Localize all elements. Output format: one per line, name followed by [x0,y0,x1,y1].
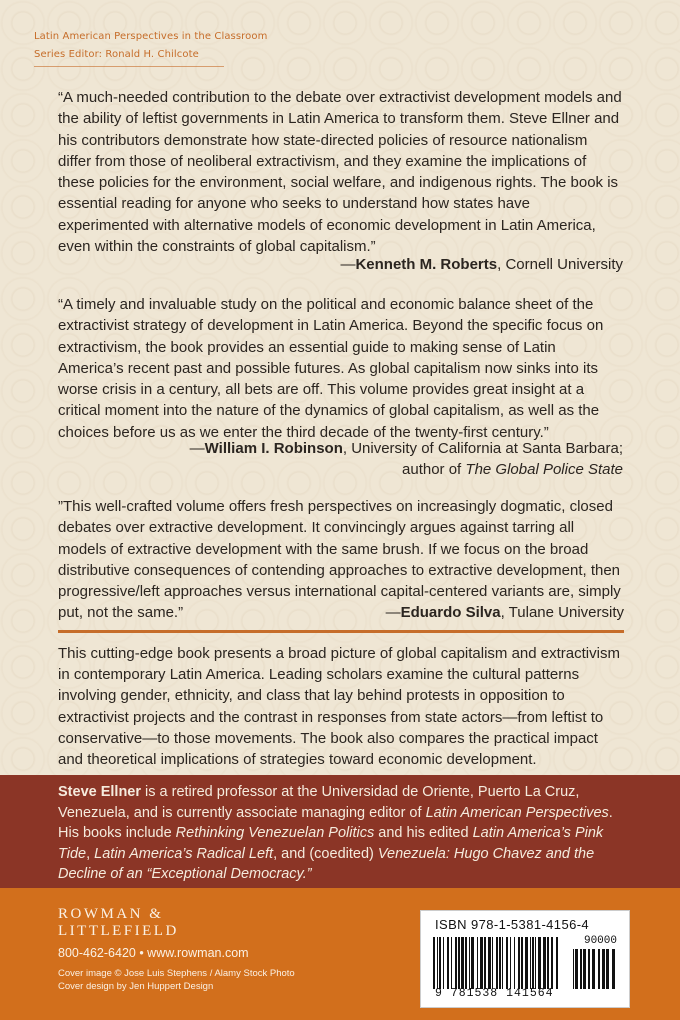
barcode-bar [514,937,515,989]
barcode-bar [455,937,457,989]
section-divider [58,630,624,633]
barcode-bar [461,937,464,989]
attribution-robinson: —William I. Robinson, University of California at Santa Barbara; author of The Global Police State [189,440,623,478]
barcode-bar [477,937,478,989]
barcode-bar [602,949,605,989]
price-code: 90000 [583,935,617,947]
barcode-bar [551,937,553,989]
series-rule [34,66,224,67]
barcode-bar [484,937,486,989]
barcode-bar [488,937,491,989]
endorser-name: Kenneth M. Roberts [355,256,498,273]
barcode-bar [492,937,493,989]
barcode-bar [510,937,511,989]
barcode-bar [535,937,536,989]
barcode-bar [458,937,460,989]
barcode-bar [598,949,600,989]
barcode-bar [471,937,474,989]
author-bio: Steve Ellner is a retired professor at the Universidad de Oriente, Puerto La Cruz, Venezuela, and is currently associate managing editor of Latin American Perspectives. His books include Rethinking Venezuelan Politics and his edited Latin America’s Pink Tide, Latin America’s Radical Left, and (coedited) Venezuela: Hugo Chavez and the Decline of an “Exceptional Democracy.” [58,784,613,883]
endorser-name: William I. Robinson [204,440,343,457]
barcode-bar [580,949,582,989]
barcode-box [420,910,630,1008]
author-name: Steve Ellner [58,784,142,800]
barcode-bar [573,949,574,989]
cover-credits [58,968,295,993]
barcode-bar [538,937,541,989]
endorsement-silva: ”This well-crafted volume offers fresh perspectives on increasingly dogmatic, closed debates over extractive development. It convincingly argues against tarring all models of extractive development with the same brush. If we focus on the broad distributive consequences of contending approaches to extractive development, then progressive/left approaches versus international capital-centered variants are, simply put, not the same.” —Eduardo Silva, Tulane University [58,496,624,624]
barcode-bar [433,937,435,989]
barcode-bar [547,937,549,989]
ean-barcode [433,937,559,989]
barcode-bar [499,937,501,989]
series-editor: Series Editor: Ronald H. Chilcote [34,49,199,60]
barcode-bar [530,937,531,989]
publisher-contact: 800-462-6420 • www.rowman.com [58,946,249,960]
barcode-bar [532,937,534,989]
barcode-bar [502,937,503,989]
design-credit: Cover design by Jen Huppert Design [58,980,214,992]
barcode-bar [556,937,558,989]
series-info [34,28,267,64]
barcode-bar [612,949,615,989]
barcode-bar [469,937,470,989]
attribution-silva: —Eduardo Silva, Tulane University [385,604,624,622]
barcode-bar [521,937,523,989]
barcode-bar [543,937,546,989]
barcode-bar [437,937,438,989]
series-title: Latin American Perspectives in the Classroom [34,31,268,42]
barcode-bar [451,937,452,989]
endorser-name: Eduardo Silva [400,604,501,622]
ean-digits: 9 781538 141564 [435,987,554,1000]
isbn-label: ISBN 978-1-5381-4156-4 [435,917,590,932]
barcode-bar [443,937,444,989]
book-title: The Global Police State [465,461,623,478]
barcode-bar [496,937,498,989]
endorsement-robinson: “A timely and invaluable study on the political and economic balance sheet of the extractivist strategy of development in Latin America. Beyond the specific focus on extractivism, the book provides an essential guide to making sense of Latin America’s recent past and possible futures. As global capitalism now sinks into its worse crisis in a century, all bets are off. This volume provides great insight at a critical moment into the nature of the dynamics of global capitalism, as well as the choices before us as we enter the third decade of the twenty-first century.” [58,296,604,441]
book-description: This cutting-edge book presents a broad picture of global capitalism and extractivism in contemporary Latin America. Leading scholars examine the cultural patterns involving gender, ethnicity, and class that lay behind protests in opposition to extractivist projects and the contrast in responses from state actors—from leftist to conservative—to those movements. The book also compares the practical impact and theoretical implications of strategies toward economic development. [58,645,620,769]
barcode-bar [575,949,578,989]
attribution-roberts: —Kenneth M. Roberts, Cornell University [340,256,623,273]
barcode-bar [606,949,609,989]
barcode-bar [588,949,590,989]
barcode-bar [439,937,441,989]
barcode-bar [518,937,520,989]
image-credit: Cover image © Jose Luis Stephens / Alamy Stock Photo [58,968,295,979]
price-barcode [573,949,615,989]
barcode-bar [480,937,483,989]
barcode-bar [506,937,508,989]
publisher-logo: ROWMAN & LITTLEFIELD [58,906,179,939]
barcode-bar [525,937,528,989]
barcode-bar [465,937,467,989]
barcode-bar [447,937,449,989]
barcode-bar [583,949,586,989]
barcode-bar [592,949,595,989]
endorsement-roberts: “A much-needed contribution to the debate over extractivist development models and the ability of leftist governments in Latin America to transform them. Steve Ellner and his contributors demonstrate how state-directed policies of resource nationalism differ from those of neoliberal extractivism, and they examine the implications of these policies for the environment, social welfare, and indigenous rights. The book is essential reading for anyone who seeks to understand how states have experimented with alternative models of economic development in Latin America, even within the constraints of global capitalism.” [58,89,622,256]
